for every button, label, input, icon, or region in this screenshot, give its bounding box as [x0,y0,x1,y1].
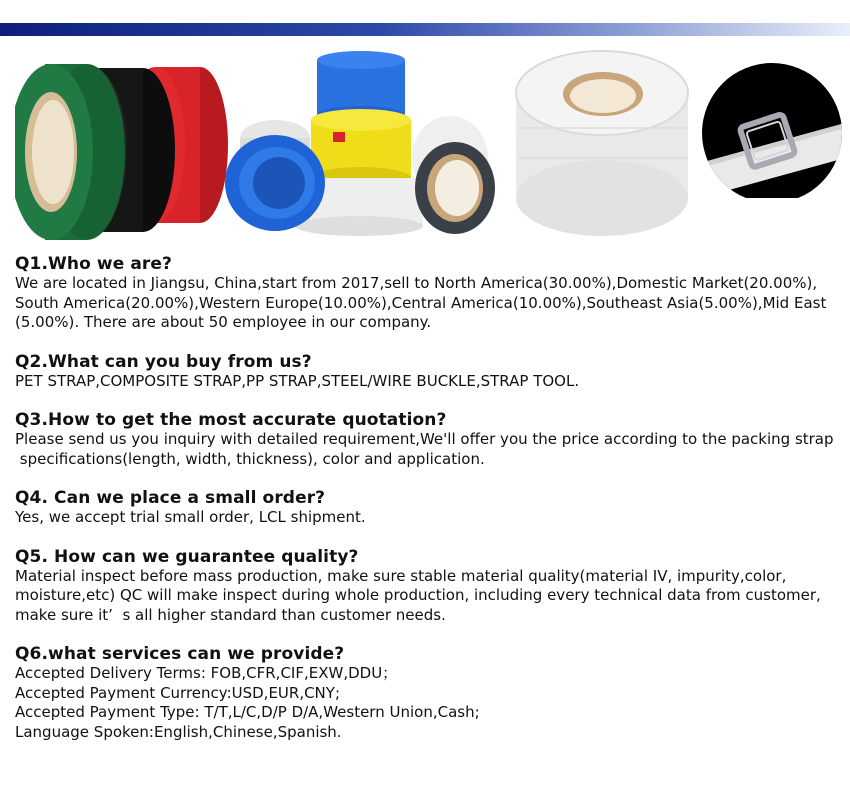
faq-answer [15,430,845,469]
faq-question: Q3.How to get the most accurate quotation? [15,410,447,430]
product-photos [0,48,850,248]
colored-strap-coils-icon [225,48,500,243]
faq-item [15,644,845,742]
faq-question: Q6.what services can we provide? [15,644,345,664]
faq-answer-line: (5.00%). There are about 50 employee in our company. [15,313,432,331]
faq-answer-line: Accepted Payment Currency:USD,EUR,CNY; [15,683,340,702]
faq-item [15,410,845,469]
faq-answer-line: Accepted Delivery Terms: FOB,CFR,CIF,EXW,DDU； [15,664,398,682]
faq-item [15,254,845,333]
faq-answer-line: Material inspect before mass production, make sure stable material quality(material IV, impurity,color, [15,566,787,585]
faq-answer [15,372,845,392]
faq-answer [15,664,845,742]
faq-answer-line: PET STRAP,COMPOSITE STRAP,PP STRAP,STEEL/WIRE BUCKLE,STRAP TOOL. [15,371,580,390]
faq-answer-line: moisture,etc) QC will make inspect during whole production, including every technical data from customer, [15,586,821,604]
faq-answer-line: Accepted Payment Type: T/T,L/C,D/P D/A,Western Union,Cash; [15,703,480,721]
wire-buckle-icon [700,48,845,198]
faq-answer-line: make sure it’ s all higher standard than customer needs. [15,605,446,624]
faq-answer-line: specifications(length, width, thickness), color and application. [15,449,485,468]
faq-answer-line: Please send us you inquiry with detailed requirement,We'll offer you the price according to the packing strap [15,430,834,448]
faq-item [15,352,845,392]
faq-question: Q2.What can you buy from us? [15,351,312,372]
pp-strap-rolls-icon [15,48,230,243]
faq-answer-line: Yes, we accept trial small order, LCL shipment. [15,508,366,526]
faq-answer [15,274,845,333]
faq-answer-line: We are located in Jiangsu, China,start from 2017,sell to North America(30.00%),Domestic Market(20.00%), [15,274,818,292]
faq-answer [15,508,845,528]
composite-strap-roll-icon [513,48,693,243]
faq-question: Q1.Who we are? [15,254,172,274]
faq-answer-line: Language Spoken:English,Chinese,Spanish. [15,722,342,741]
faq-answer [15,567,845,626]
header-bar [0,23,850,36]
faq-section [15,254,845,761]
faq-item [15,547,845,626]
faq-item [15,488,845,528]
faq-question: Q5. How can we guarantee quality? [15,546,359,567]
faq-question: Q4. Can we place a small order? [15,488,326,508]
faq-answer-line: South America(20.00%),Western Europe(10.00%),Central America(10.00%),Southeast Asia(5.00%),Mid East [15,293,827,312]
